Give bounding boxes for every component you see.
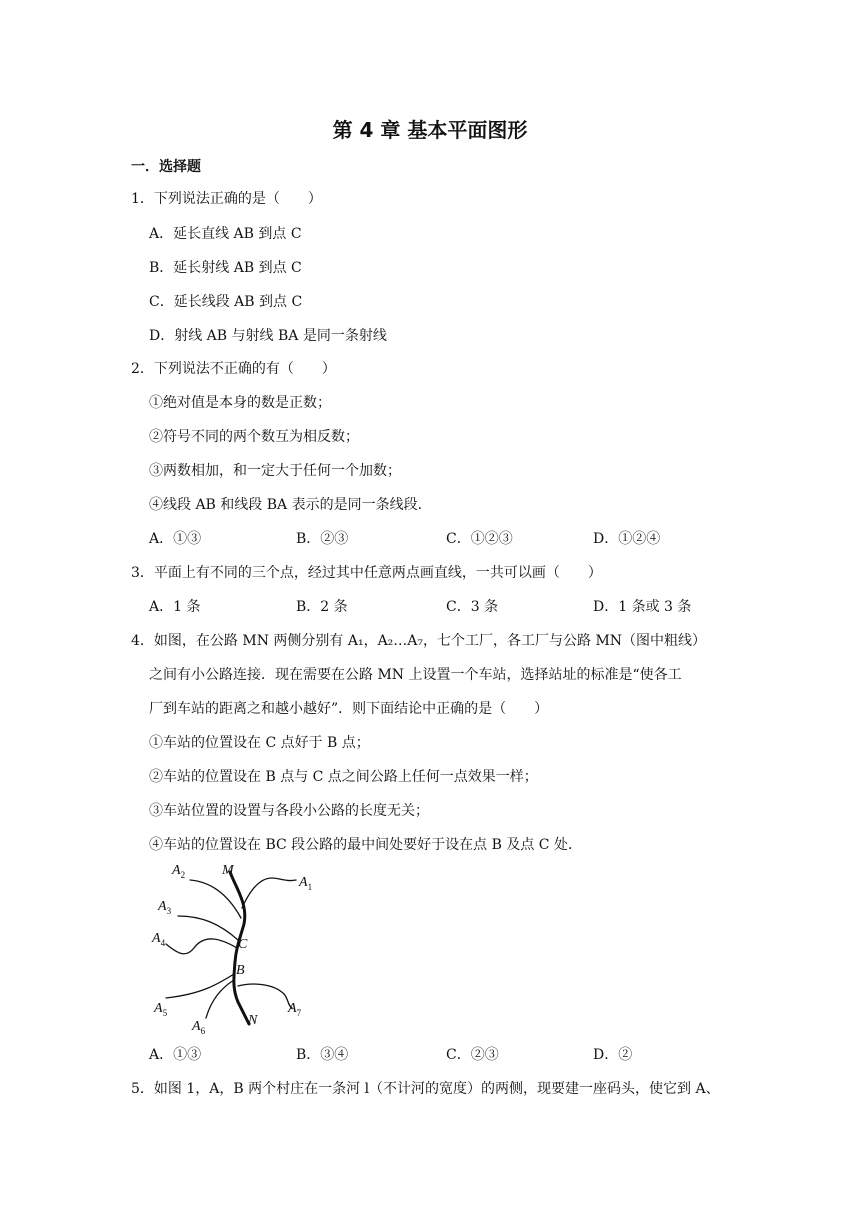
q4-statement-2: ②车站的位置设在 B 点与 C 点之间公路上任何一点效果一样； [149, 769, 538, 785]
q2-statement-2: ②符号不同的两个数互为相反数； [149, 429, 359, 445]
branch-road-a4 [166, 939, 237, 954]
label-a3: $A_3$ [158, 899, 172, 916]
q4-statement-4: ④车站的位置设在 BC 段公路的最中间处要好于设在点 B 及点 C 处． [149, 837, 582, 853]
q3-option-c: C．3 条 [446, 599, 499, 615]
section-heading: 一．选择题 [131, 159, 201, 175]
branch-road-a2 [190, 880, 241, 918]
page-title: 第 4 章 基本平面图形 [332, 118, 528, 142]
q1-option-d: D．射线 AB 与射线 BA 是同一条射线 [149, 328, 387, 344]
q2-statement-3: ③两数相加，和一定大于任何一个加数； [149, 463, 401, 479]
label-n: N [248, 1013, 258, 1028]
q2-option-d: D．①②④ [593, 531, 661, 547]
label-a2: $A_2$ [172, 863, 186, 880]
q3-option-d: D．1 条或 3 条 [593, 599, 692, 615]
label-a1: $A_1$ [299, 875, 313, 892]
q2-statement-1: ①绝对值是本身的数是正数； [149, 395, 331, 411]
q4-statement-1: ①车站的位置设在 C 点好于 B 点； [149, 735, 370, 751]
question-4-stem-line-1: 4．如图，在公路 MN 两侧分别有 A₁，A₂…A₇，七个工厂，各工厂与公路 MN（图中粗线） [131, 633, 707, 649]
question-2-stem: 2．下列说法不正确的有（ ） [131, 361, 336, 377]
q4-option-b: B．③④ [296, 1047, 349, 1063]
question-3-stem: 3．平面上有不同的三个点，经过其中任意两点画直线，一共可以画（ ） [131, 565, 602, 581]
q4-option-c: C．②③ [446, 1047, 499, 1063]
label-c: C [238, 937, 248, 952]
branch-road-a3 [178, 916, 238, 940]
label-m: M [222, 863, 234, 878]
branch-road-a1 [242, 878, 296, 908]
q3-option-b: B．2 条 [296, 599, 348, 615]
question-4-stem-line-2: 之间有小公路连接．现在需要在公路 MN 上设置一个车站，选择站址的标准是“使各工 [149, 667, 682, 683]
q4-option-a: A．①③ [149, 1047, 202, 1063]
q3-option-a: A．1 条 [149, 599, 201, 615]
label-a4: $A_4$ [152, 931, 166, 948]
question-4-stem-line-3: 厂到车站的距离之和越小越好”．则下面结论中正确的是（ ） [149, 701, 549, 717]
q4-statement-3: ③车站位置的设置与各段小公路的长度无关； [149, 803, 429, 819]
q2-option-b: B．②③ [296, 531, 349, 547]
q1-option-b: B．延长射线 AB 到点 C [149, 260, 302, 276]
branch-road-a6 [206, 980, 234, 1018]
q1-option-c: C．延长线段 AB 到点 C [149, 294, 303, 310]
road-map-figure [148, 858, 338, 1040]
label-a7: $A_7$ [288, 1001, 302, 1018]
q2-statement-4: ④线段 AB 和线段 BA 表示的是同一条线段． [149, 497, 432, 513]
q1-option-a: A．延长直线 AB 到点 C [149, 226, 302, 242]
question-1-stem: 1．下列说法正确的是（ ） [131, 191, 322, 207]
label-b: B [236, 963, 245, 978]
branch-road-a7 [238, 984, 292, 1008]
q4-option-d: D．② [593, 1047, 633, 1063]
label-a6: $A_6$ [192, 1019, 206, 1036]
question-5-stem: 5．如图 1，A，B 两个村庄在一条河 l（不计河的宽度）的两侧，现要建一座码头，使它到 A、 [131, 1081, 720, 1097]
branch-road-a5 [166, 974, 234, 998]
label-a5: $A_5$ [154, 1001, 168, 1018]
q2-option-c: C．①②③ [446, 531, 513, 547]
q2-option-a: A．①③ [149, 531, 202, 547]
